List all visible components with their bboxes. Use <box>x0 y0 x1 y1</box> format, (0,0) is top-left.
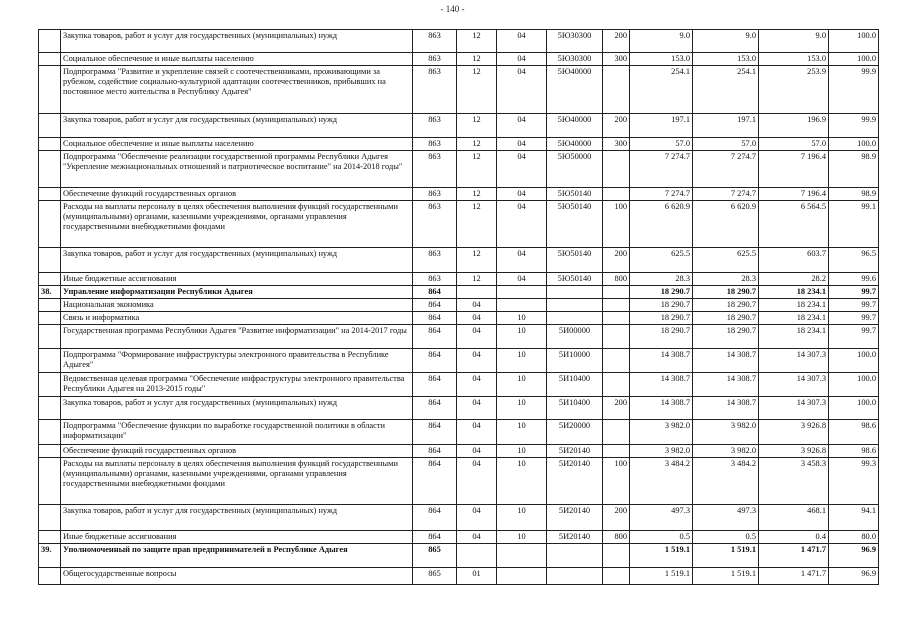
expense-type-cell: 100 <box>603 458 630 505</box>
executed-amount-cell: 3 926.8 <box>759 445 829 458</box>
percent-cell: 99.1 <box>829 201 879 248</box>
subsection-code-cell: 10 <box>497 349 547 373</box>
row-number-cell <box>39 53 61 66</box>
refined-amount-cell: 254.1 <box>693 66 759 114</box>
ved-code-cell: 863 <box>413 114 457 138</box>
executed-amount-cell: 18 234.1 <box>759 325 829 349</box>
section-code-cell: 04 <box>457 531 497 544</box>
table-row <box>39 30 879 53</box>
row-number-cell <box>39 188 61 201</box>
expense-type-cell <box>603 66 630 114</box>
plan-amount-cell: 28.3 <box>630 273 693 286</box>
executed-amount-cell: 6 564.5 <box>759 201 829 248</box>
name-cell: Закупка товаров, работ и услуг для государственных (муниципальных) нужд <box>61 248 413 273</box>
name-cell: Закупка товаров, работ и услуг для государственных (муниципальных) нужд <box>61 397 413 420</box>
section-code-cell: 12 <box>457 30 497 53</box>
name-cell: Связь и информатика <box>61 312 413 325</box>
percent-cell: 99.7 <box>829 325 879 349</box>
plan-amount-cell: 18 290.7 <box>630 286 693 299</box>
percent-cell: 98.6 <box>829 420 879 445</box>
target-article-cell <box>547 568 603 585</box>
plan-amount-cell: 254.1 <box>630 66 693 114</box>
table-row <box>39 53 879 66</box>
table-row <box>39 397 879 420</box>
ved-code-cell: 864 <box>413 420 457 445</box>
expense-type-cell <box>603 568 630 585</box>
refined-amount-cell: 3 982.0 <box>693 420 759 445</box>
executed-amount-cell: 18 234.1 <box>759 299 829 312</box>
ved-code-cell: 863 <box>413 201 457 248</box>
refined-amount-cell: 57.0 <box>693 138 759 151</box>
table-row <box>39 138 879 151</box>
refined-amount-cell: 14 308.7 <box>693 349 759 373</box>
subsection-code-cell: 04 <box>497 248 547 273</box>
expense-type-cell: 200 <box>603 30 630 53</box>
table-row <box>39 373 879 397</box>
plan-amount-cell: 57.0 <box>630 138 693 151</box>
name-cell: Подпрограмма "Формирование инфраструктуры электронного правительства в Республике Адыгея" <box>61 349 413 373</box>
name-cell: Закупка товаров, работ и услуг для государственных (муниципальных) нужд <box>61 30 413 53</box>
row-number-cell <box>39 458 61 505</box>
executed-amount-cell: 1 471.7 <box>759 568 829 585</box>
plan-amount-cell: 14 308.7 <box>630 397 693 420</box>
subsection-code-cell <box>497 286 547 299</box>
refined-amount-cell: 7 274.7 <box>693 151 759 188</box>
ved-code-cell: 864 <box>413 312 457 325</box>
table-row <box>39 114 879 138</box>
name-cell: Подпрограмма "Обеспечение функции по выработке государственной политики в области информатизации" <box>61 420 413 445</box>
executed-amount-cell: 0.4 <box>759 531 829 544</box>
plan-amount-cell: 7 274.7 <box>630 151 693 188</box>
subsection-code-cell: 04 <box>497 151 547 188</box>
expense-type-cell <box>603 312 630 325</box>
table-row <box>39 445 879 458</box>
plan-amount-cell: 3 982.0 <box>630 445 693 458</box>
subsection-code-cell: 04 <box>497 138 547 151</box>
percent-cell: 98.9 <box>829 188 879 201</box>
plan-amount-cell: 3 484.2 <box>630 458 693 505</box>
refined-amount-cell: 28.3 <box>693 273 759 286</box>
expense-type-cell: 200 <box>603 248 630 273</box>
executed-amount-cell: 14 307.3 <box>759 397 829 420</box>
expense-type-cell: 300 <box>603 138 630 151</box>
plan-amount-cell: 1 519.1 <box>630 568 693 585</box>
target-article-cell: 5Ю30300 <box>547 53 603 66</box>
section-code-cell: 04 <box>457 505 497 531</box>
row-number-cell <box>39 138 61 151</box>
table-row <box>39 151 879 188</box>
row-number-cell: 39. <box>39 544 61 568</box>
target-article-cell: 5Ю40000 <box>547 66 603 114</box>
name-cell: Обеспечение функций государственных органов <box>61 188 413 201</box>
refined-amount-cell: 6 620.9 <box>693 201 759 248</box>
row-number-cell <box>39 325 61 349</box>
executed-amount-cell: 18 234.1 <box>759 286 829 299</box>
plan-amount-cell: 1 519.1 <box>630 544 693 568</box>
row-number-cell <box>39 248 61 273</box>
target-article-cell: 5И10400 <box>547 397 603 420</box>
refined-amount-cell: 7 274.7 <box>693 188 759 201</box>
name-cell: Закупка товаров, работ и услуг для государственных (муниципальных) нужд <box>61 505 413 531</box>
ved-code-cell: 863 <box>413 151 457 188</box>
executed-amount-cell: 153.0 <box>759 53 829 66</box>
target-article-cell: 5И20000 <box>547 420 603 445</box>
executed-amount-cell: 7 196.4 <box>759 151 829 188</box>
row-number-cell <box>39 505 61 531</box>
row-number-cell <box>39 66 61 114</box>
section-code-cell: 12 <box>457 273 497 286</box>
table-row <box>39 201 879 248</box>
executed-amount-cell: 468.1 <box>759 505 829 531</box>
budget-table <box>38 29 879 585</box>
expense-type-cell <box>603 299 630 312</box>
plan-amount-cell: 14 308.7 <box>630 349 693 373</box>
section-code-cell <box>457 544 497 568</box>
row-number-cell <box>39 114 61 138</box>
name-cell: Обеспечение функций государственных органов <box>61 445 413 458</box>
section-code-cell: 12 <box>457 151 497 188</box>
plan-amount-cell: 625.5 <box>630 248 693 273</box>
percent-cell: 100.0 <box>829 30 879 53</box>
row-number-cell <box>39 151 61 188</box>
table-row <box>39 66 879 114</box>
percent-cell: 80.0 <box>829 531 879 544</box>
section-code-cell: 04 <box>457 349 497 373</box>
executed-amount-cell: 3 926.8 <box>759 420 829 445</box>
section-code-cell: 12 <box>457 138 497 151</box>
section-code-cell: 01 <box>457 568 497 585</box>
target-article-cell: 5Ю30300 <box>547 30 603 53</box>
subsection-code-cell: 10 <box>497 420 547 445</box>
executed-amount-cell: 28.2 <box>759 273 829 286</box>
refined-amount-cell: 1 519.1 <box>693 544 759 568</box>
row-number-cell <box>39 273 61 286</box>
ved-code-cell: 863 <box>413 30 457 53</box>
refined-amount-cell: 625.5 <box>693 248 759 273</box>
executed-amount-cell: 3 458.3 <box>759 458 829 505</box>
refined-amount-cell: 497.3 <box>693 505 759 531</box>
executed-amount-cell: 14 307.3 <box>759 373 829 397</box>
executed-amount-cell: 14 307.3 <box>759 349 829 373</box>
table-row <box>39 248 879 273</box>
ved-code-cell: 864 <box>413 325 457 349</box>
row-number-cell <box>39 349 61 373</box>
target-article-cell: 5Ю50140 <box>547 248 603 273</box>
row-number-cell <box>39 30 61 53</box>
target-article-cell: 5Ю50140 <box>547 188 603 201</box>
target-article-cell <box>547 299 603 312</box>
section-code-cell: 04 <box>457 458 497 505</box>
table-row <box>39 188 879 201</box>
expense-type-cell: 200 <box>603 397 630 420</box>
percent-cell: 99.7 <box>829 312 879 325</box>
expense-type-cell: 800 <box>603 531 630 544</box>
plan-amount-cell: 3 982.0 <box>630 420 693 445</box>
executed-amount-cell: 253.9 <box>759 66 829 114</box>
executed-amount-cell: 9.0 <box>759 30 829 53</box>
ved-code-cell: 864 <box>413 373 457 397</box>
target-article-cell: 5Ю40000 <box>547 138 603 151</box>
name-cell: Расходы на выплаты персоналу в целях обеспечения выполнения функций государственными (муниципальными) органами, казенными учреждениями, органами управления государственными внебюджетными фондами <box>61 201 413 248</box>
expense-type-cell <box>603 325 630 349</box>
refined-amount-cell: 153.0 <box>693 53 759 66</box>
subsection-code-cell: 04 <box>497 188 547 201</box>
plan-amount-cell: 7 274.7 <box>630 188 693 201</box>
plan-amount-cell: 18 290.7 <box>630 299 693 312</box>
row-number-cell <box>39 420 61 445</box>
subsection-code-cell: 10 <box>497 445 547 458</box>
row-number-cell <box>39 299 61 312</box>
table-row <box>39 420 879 445</box>
name-cell: Иные бюджетные ассигнования <box>61 273 413 286</box>
name-cell: Государственная программа Республики Адыгея "Развитие информатизации" на 2014-2017 годы <box>61 325 413 349</box>
percent-cell: 96.5 <box>829 248 879 273</box>
target-article-cell <box>547 286 603 299</box>
percent-cell: 94.1 <box>829 505 879 531</box>
subsection-code-cell: 10 <box>497 312 547 325</box>
section-code-cell: 12 <box>457 248 497 273</box>
target-article-cell: 5И20140 <box>547 531 603 544</box>
subsection-code-cell: 04 <box>497 53 547 66</box>
refined-amount-cell: 197.1 <box>693 114 759 138</box>
name-cell: Закупка товаров, работ и услуг для государственных (муниципальных) нужд <box>61 114 413 138</box>
ved-code-cell: 863 <box>413 248 457 273</box>
ved-code-cell: 864 <box>413 458 457 505</box>
target-article-cell: 5И10000 <box>547 349 603 373</box>
expense-type-cell <box>603 544 630 568</box>
refined-amount-cell: 18 290.7 <box>693 312 759 325</box>
table-row <box>39 312 879 325</box>
name-cell: Социальное обеспечение и иные выплаты населению <box>61 53 413 66</box>
percent-cell: 100.0 <box>829 397 879 420</box>
table-row <box>39 299 879 312</box>
expense-type-cell <box>603 286 630 299</box>
refined-amount-cell: 1 519.1 <box>693 568 759 585</box>
plan-amount-cell: 497.3 <box>630 505 693 531</box>
subsection-code-cell: 04 <box>497 66 547 114</box>
subsection-code-cell: 10 <box>497 397 547 420</box>
ved-code-cell: 863 <box>413 138 457 151</box>
table-row <box>39 544 879 568</box>
plan-amount-cell: 9.0 <box>630 30 693 53</box>
row-number-cell: 38. <box>39 286 61 299</box>
executed-amount-cell: 57.0 <box>759 138 829 151</box>
percent-cell: 99.6 <box>829 273 879 286</box>
subsection-code-cell: 10 <box>497 325 547 349</box>
section-code-cell: 04 <box>457 397 497 420</box>
refined-amount-cell: 3 484.2 <box>693 458 759 505</box>
section-code-cell: 04 <box>457 312 497 325</box>
row-number-cell <box>39 445 61 458</box>
section-code-cell: 04 <box>457 445 497 458</box>
table-row <box>39 273 879 286</box>
row-number-cell <box>39 373 61 397</box>
executed-amount-cell: 196.9 <box>759 114 829 138</box>
target-article-cell: 5Ю50140 <box>547 273 603 286</box>
expense-type-cell <box>603 349 630 373</box>
target-article-cell: 5И10400 <box>547 373 603 397</box>
subsection-code-cell: 10 <box>497 373 547 397</box>
subsection-code-cell: 04 <box>497 114 547 138</box>
executed-amount-cell: 18 234.1 <box>759 312 829 325</box>
ved-code-cell: 864 <box>413 299 457 312</box>
subsection-code-cell: 10 <box>497 505 547 531</box>
section-code-cell: 04 <box>457 373 497 397</box>
refined-amount-cell: 14 308.7 <box>693 373 759 397</box>
table-row <box>39 531 879 544</box>
plan-amount-cell: 18 290.7 <box>630 325 693 349</box>
percent-cell: 99.9 <box>829 66 879 114</box>
percent-cell: 100.0 <box>829 349 879 373</box>
row-number-cell <box>39 531 61 544</box>
plan-amount-cell: 18 290.7 <box>630 312 693 325</box>
subsection-code-cell <box>497 544 547 568</box>
name-cell: Подпрограмма "Развитие и укрепление связей с соотечественниками, проживающими за рубежом, содействие социально-культурной адаптации соотечественников, прибывших на постоянное место жительства в Республику Адыгея" <box>61 66 413 114</box>
subsection-code-cell <box>497 568 547 585</box>
target-article-cell: 5Ю50000 <box>547 151 603 188</box>
plan-amount-cell: 6 620.9 <box>630 201 693 248</box>
refined-amount-cell: 14 308.7 <box>693 397 759 420</box>
ved-code-cell: 864 <box>413 349 457 373</box>
percent-cell: 99.7 <box>829 286 879 299</box>
percent-cell: 98.6 <box>829 445 879 458</box>
refined-amount-cell: 3 982.0 <box>693 445 759 458</box>
subsection-code-cell: 04 <box>497 201 547 248</box>
refined-amount-cell: 0.5 <box>693 531 759 544</box>
row-number-cell <box>39 568 61 585</box>
refined-amount-cell: 9.0 <box>693 30 759 53</box>
refined-amount-cell: 18 290.7 <box>693 286 759 299</box>
ved-code-cell: 864 <box>413 505 457 531</box>
target-article-cell: 5И20140 <box>547 445 603 458</box>
percent-cell: 99.3 <box>829 458 879 505</box>
section-code-cell: 12 <box>457 66 497 114</box>
executed-amount-cell: 1 471.7 <box>759 544 829 568</box>
percent-cell: 96.9 <box>829 568 879 585</box>
target-article-cell <box>547 544 603 568</box>
table-row <box>39 458 879 505</box>
percent-cell: 96.9 <box>829 544 879 568</box>
subsection-code-cell: 10 <box>497 531 547 544</box>
ved-code-cell: 864 <box>413 531 457 544</box>
name-cell: Уполномоченный по защите прав предпринимателей в Республике Адыгея <box>61 544 413 568</box>
ved-code-cell: 863 <box>413 188 457 201</box>
ved-code-cell: 863 <box>413 66 457 114</box>
ved-code-cell: 864 <box>413 286 457 299</box>
expense-type-cell <box>603 420 630 445</box>
refined-amount-cell: 18 290.7 <box>693 325 759 349</box>
percent-cell: 100.0 <box>829 373 879 397</box>
section-code-cell: 12 <box>457 53 497 66</box>
table-row <box>39 349 879 373</box>
section-code-cell: 12 <box>457 188 497 201</box>
expense-type-cell: 200 <box>603 114 630 138</box>
name-cell: Общегосударственные вопросы <box>61 568 413 585</box>
ved-code-cell: 864 <box>413 397 457 420</box>
plan-amount-cell: 0.5 <box>630 531 693 544</box>
target-article-cell <box>547 312 603 325</box>
expense-type-cell: 200 <box>603 505 630 531</box>
ved-code-cell: 865 <box>413 568 457 585</box>
row-number-cell <box>39 201 61 248</box>
row-number-cell <box>39 397 61 420</box>
page-number: - 140 - <box>440 4 465 14</box>
plan-amount-cell: 197.1 <box>630 114 693 138</box>
name-cell: Подпрограмма "Обеспечение реализации государственной программы Республики Адыгея "Укрепление межнациональных отношений и патриотическое воспитание" на 2014-2018 годы" <box>61 151 413 188</box>
subsection-code-cell <box>497 299 547 312</box>
target-article-cell: 5И20140 <box>547 458 603 505</box>
target-article-cell: 5И20140 <box>547 505 603 531</box>
ved-code-cell: 864 <box>413 445 457 458</box>
expense-type-cell: 300 <box>603 53 630 66</box>
refined-amount-cell: 18 290.7 <box>693 299 759 312</box>
section-code-cell: 12 <box>457 201 497 248</box>
plan-amount-cell: 14 308.7 <box>630 373 693 397</box>
percent-cell: 99.9 <box>829 114 879 138</box>
section-code-cell <box>457 286 497 299</box>
target-article-cell: 5Ю50140 <box>547 201 603 248</box>
name-cell: Национальная экономика <box>61 299 413 312</box>
table-row <box>39 286 879 299</box>
target-article-cell: 5И00000 <box>547 325 603 349</box>
section-code-cell: 04 <box>457 299 497 312</box>
executed-amount-cell: 7 196.4 <box>759 188 829 201</box>
section-code-cell: 04 <box>457 325 497 349</box>
executed-amount-cell: 603.7 <box>759 248 829 273</box>
row-number-cell <box>39 312 61 325</box>
subsection-code-cell: 10 <box>497 458 547 505</box>
expense-type-cell <box>603 151 630 188</box>
ved-code-cell: 863 <box>413 53 457 66</box>
name-cell: Ведомственная целевая программа "Обеспечение инфраструктуры электронного правительства Республики Адыгея на 2013-2015 годы" <box>61 373 413 397</box>
subsection-code-cell: 04 <box>497 273 547 286</box>
percent-cell: 100.0 <box>829 138 879 151</box>
name-cell: Социальное обеспечение и иные выплаты населению <box>61 138 413 151</box>
ved-code-cell: 863 <box>413 273 457 286</box>
table-row <box>39 505 879 531</box>
plan-amount-cell: 153.0 <box>630 53 693 66</box>
section-code-cell: 04 <box>457 420 497 445</box>
expense-type-cell <box>603 188 630 201</box>
name-cell: Расходы на выплаты персоналу в целях обеспечения выполнения функций государственными (муниципальными) органами, казенными учреждениями, органами управления государственными внебюджетными фондами <box>61 458 413 505</box>
name-cell: Управление информатизации Республики Адыгея <box>61 286 413 299</box>
percent-cell: 98.9 <box>829 151 879 188</box>
subsection-code-cell: 04 <box>497 30 547 53</box>
ved-code-cell: 865 <box>413 544 457 568</box>
table-row <box>39 325 879 349</box>
section-code-cell: 12 <box>457 114 497 138</box>
target-article-cell: 5Ю40000 <box>547 114 603 138</box>
table-row <box>39 568 879 585</box>
percent-cell: 100.0 <box>829 53 879 66</box>
expense-type-cell: 100 <box>603 201 630 248</box>
expense-type-cell <box>603 373 630 397</box>
expense-type-cell <box>603 445 630 458</box>
percent-cell: 99.7 <box>829 299 879 312</box>
expense-type-cell: 800 <box>603 273 630 286</box>
name-cell: Иные бюджетные ассигнования <box>61 531 413 544</box>
